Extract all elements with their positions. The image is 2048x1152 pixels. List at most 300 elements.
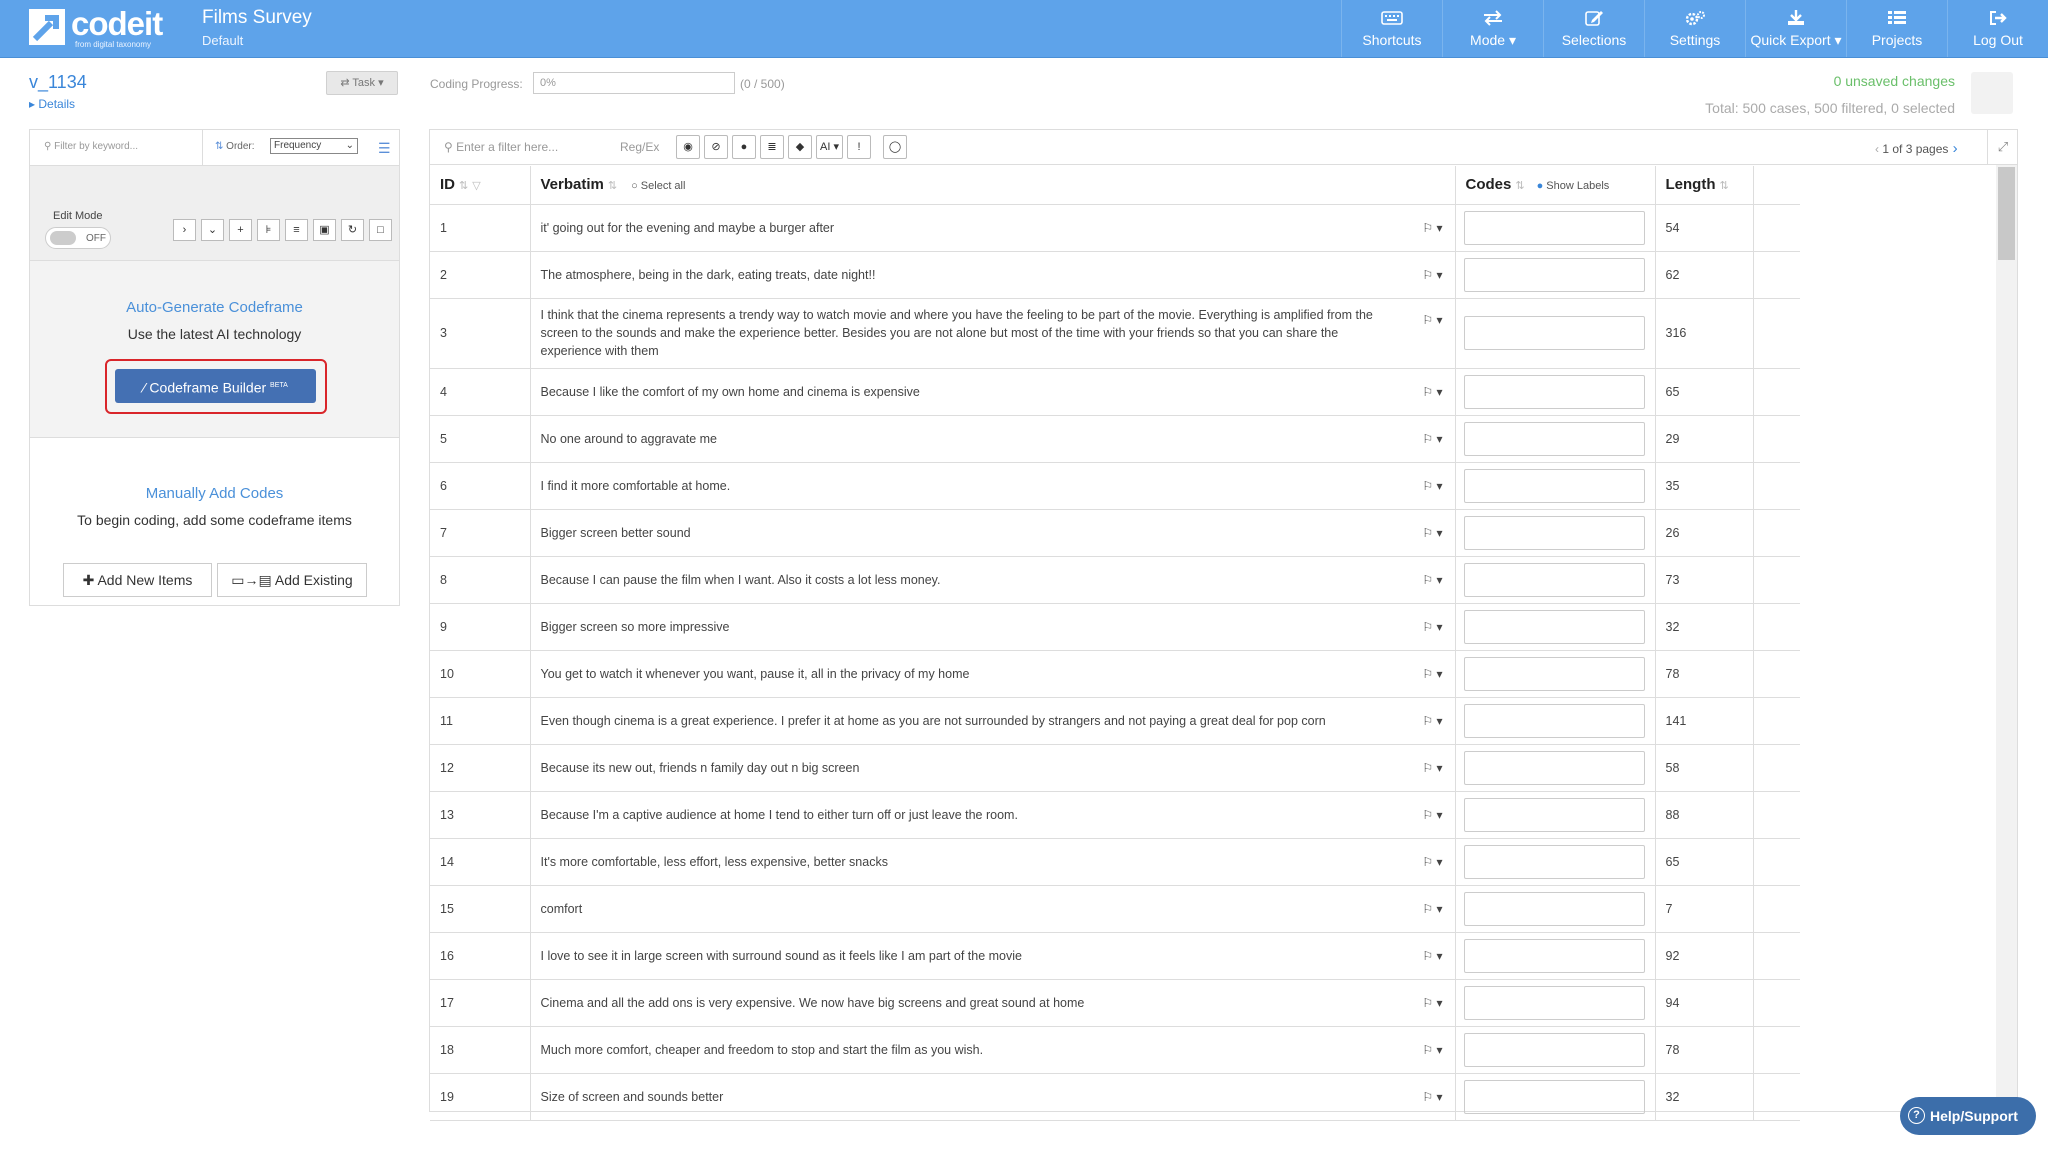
flag-icon[interactable]: ⚐ ▾ xyxy=(1422,666,1443,681)
project-subtitle: Default xyxy=(202,33,244,48)
chevron-down-icon: ⌄ xyxy=(345,140,354,151)
row-codes xyxy=(1455,932,1655,979)
row-verbatim[interactable] xyxy=(530,791,1455,838)
row-codes xyxy=(1455,1026,1655,1073)
caret-right-icon: ▸ xyxy=(29,97,39,111)
sort-icon: ⇅ xyxy=(1719,180,1729,193)
row-id: 2 xyxy=(430,251,530,298)
table-row[interactable] xyxy=(430,415,1800,462)
row-spacer xyxy=(1753,650,1800,697)
exclamation-icon[interactable]: ! xyxy=(847,135,871,159)
edit-mode-section xyxy=(30,166,399,261)
row-verbatim-text: Bigger screen better sound xyxy=(540,525,691,540)
coding-progress-count: (0 / 500) xyxy=(740,77,785,91)
codeframe-filter-input[interactable] xyxy=(30,130,203,165)
edit-mode-label: Edit Mode xyxy=(53,210,103,222)
row-spacer xyxy=(1753,298,1800,368)
responses-table xyxy=(430,166,1800,1121)
logo-wordmark: codeit xyxy=(71,5,163,42)
flag-icon[interactable]: ⚐ ▾ xyxy=(1422,220,1443,235)
row-verbatim[interactable] xyxy=(530,979,1455,1026)
row-id: 10 xyxy=(430,650,530,697)
list-view-icon[interactable]: ≡ xyxy=(285,219,308,241)
add-icon[interactable]: + xyxy=(229,219,252,241)
codes-input[interactable] xyxy=(1464,1080,1645,1114)
row-length: 65 xyxy=(1655,838,1753,885)
codes-input[interactable] xyxy=(1464,516,1645,550)
list-icon xyxy=(1886,10,1908,26)
row-id: 5 xyxy=(430,415,530,462)
row-length: 35 xyxy=(1655,462,1753,509)
save-button[interactable] xyxy=(1971,72,2013,114)
add-new-items-button[interactable] xyxy=(63,563,212,597)
nav-selections-label: Selections xyxy=(1561,32,1627,48)
row-codes xyxy=(1455,838,1655,885)
codes-input[interactable] xyxy=(1464,845,1645,879)
row-spacer xyxy=(1753,1026,1800,1073)
row-id: 19 xyxy=(430,1073,530,1120)
toggle-knob xyxy=(50,231,76,245)
coding-progress-bar: 0% xyxy=(533,72,735,94)
row-verbatim-text: it' going out for the evening and maybe a burger after xyxy=(540,220,835,235)
codes-input[interactable] xyxy=(1464,563,1645,597)
col-codes-label: Codes xyxy=(1465,176,1512,194)
row-codes xyxy=(1455,251,1655,298)
prev-page-icon[interactable]: ‹ xyxy=(1875,142,1883,156)
codes-input[interactable] xyxy=(1464,258,1645,292)
nav-projects-label: Projects xyxy=(1871,32,1923,48)
row-verbatim-text: Cinema and all the add ons is very expensive. We now have big screens and great sound at home xyxy=(540,995,1085,1010)
nav-mode[interactable] xyxy=(1442,0,1543,57)
question-icon: ? xyxy=(1908,1107,1925,1124)
codes-input[interactable] xyxy=(1464,316,1645,350)
codes-input[interactable] xyxy=(1464,986,1645,1020)
variable-name[interactable]: v_1134 xyxy=(29,72,87,92)
download-icon xyxy=(1785,10,1807,26)
table-row[interactable] xyxy=(430,368,1800,415)
row-id: 17 xyxy=(430,979,530,1026)
table-row[interactable] xyxy=(430,298,1800,368)
row-length: 78 xyxy=(1655,650,1753,697)
row-verbatim-text: Because I like the comfort of my own home and cinema is expensive xyxy=(540,384,920,399)
flag-icon[interactable]: ⚐ ▾ xyxy=(1422,312,1443,327)
project-title: Films Survey xyxy=(202,7,312,28)
list-filter-icon[interactable]: ≣ xyxy=(760,135,784,159)
nav-settings-label: Settings xyxy=(1669,32,1721,48)
table-row[interactable] xyxy=(430,885,1800,932)
table-row[interactable] xyxy=(430,838,1800,885)
eye-icon[interactable]: ◉ xyxy=(676,135,700,159)
row-spacer xyxy=(1753,979,1800,1026)
col-codes-header[interactable] xyxy=(1455,166,1655,204)
row-codes xyxy=(1455,462,1655,509)
table-row[interactable] xyxy=(430,1026,1800,1073)
row-verbatim[interactable] xyxy=(530,368,1455,415)
order-select[interactable] xyxy=(270,138,358,154)
total-summary: Total: 500 cases, 500 filtered, 0 selected xyxy=(1705,100,1955,116)
row-length: 88 xyxy=(1655,791,1753,838)
flag-icon[interactable]: ⚐ ▾ xyxy=(1422,619,1443,634)
row-verbatim-text: Size of screen and sounds better xyxy=(540,1089,724,1104)
project-info xyxy=(202,7,312,50)
row-length: 65 xyxy=(1655,368,1753,415)
flag-icon[interactable]: ⚐ ▾ xyxy=(1422,854,1443,869)
nav-shortcuts[interactable] xyxy=(1341,0,1442,57)
net-icon[interactable]: ⊧ xyxy=(257,219,280,241)
row-length: 92 xyxy=(1655,932,1753,979)
row-codes xyxy=(1455,885,1655,932)
row-length: 32 xyxy=(1655,603,1753,650)
codes-input[interactable] xyxy=(1464,610,1645,644)
table-row[interactable] xyxy=(430,251,1800,298)
auto-generate-text: Use the latest AI technology xyxy=(127,326,302,342)
order-label-text: Order: xyxy=(226,141,255,152)
row-verbatim-text: Because I can pause the film when I want. Also it costs a lot less money. xyxy=(540,572,941,587)
row-spacer xyxy=(1753,368,1800,415)
filter-funnel-icon[interactable]: ▽ xyxy=(472,180,481,193)
speech-bubble-icon[interactable]: ◯ xyxy=(883,135,907,159)
codes-input[interactable] xyxy=(1464,751,1645,785)
flag-icon[interactable]: ⚐ ▾ xyxy=(1422,478,1443,493)
table-body xyxy=(430,204,1800,1120)
col-id-label: ID xyxy=(440,176,455,194)
row-codes xyxy=(1455,979,1655,1026)
row-verbatim[interactable] xyxy=(530,650,1455,697)
auto-generate-title: Auto-Generate Codeframe xyxy=(126,299,303,316)
codeframe-builder-button[interactable] xyxy=(115,369,316,403)
flag-icon[interactable]: ⚐ ▾ xyxy=(1422,384,1443,399)
codeframe-builder-label: Codeframe Builder xyxy=(149,379,267,396)
row-verbatim-text: Bigger screen so more impressive xyxy=(540,619,730,634)
row-id: 15 xyxy=(430,885,530,932)
row-id: 11 xyxy=(430,697,530,744)
row-codes xyxy=(1455,204,1655,251)
responses-panel xyxy=(429,129,2018,1112)
row-spacer xyxy=(1753,885,1800,932)
row-verbatim[interactable] xyxy=(530,1073,1455,1120)
row-id: 7 xyxy=(430,509,530,556)
row-codes xyxy=(1455,650,1655,697)
row-spacer xyxy=(1753,603,1800,650)
flag-icon[interactable]: ⚐ ▾ xyxy=(1422,1089,1443,1104)
ai-dropdown[interactable]: AI ▾ xyxy=(816,135,843,159)
flag-icon[interactable]: ⚐ ▾ xyxy=(1422,713,1443,728)
table-row[interactable] xyxy=(430,697,1800,744)
table-row[interactable] xyxy=(430,650,1800,697)
col-length-header[interactable] xyxy=(1655,166,1753,204)
keyboard-icon xyxy=(1381,10,1403,26)
nav-settings[interactable] xyxy=(1644,0,1745,57)
unsaved-changes: 0 unsaved changes xyxy=(1833,73,1955,89)
row-length: 32 xyxy=(1655,1073,1753,1120)
row-id: 13 xyxy=(430,791,530,838)
add-existing-button[interactable] xyxy=(217,563,367,597)
show-labels-label: Show Labels xyxy=(1546,180,1610,193)
eye-slash-icon[interactable]: ⊘ xyxy=(704,135,728,159)
codes-input[interactable] xyxy=(1464,892,1645,926)
codes-input[interactable] xyxy=(1464,469,1645,503)
table-row[interactable] xyxy=(430,603,1800,650)
row-length: 58 xyxy=(1655,744,1753,791)
row-verbatim[interactable] xyxy=(530,838,1455,885)
sort-icon: ⇅ xyxy=(607,180,618,193)
table-header-row xyxy=(430,166,1800,204)
row-verbatim-text: It's more comfortable, less effort, less expensive, better snacks xyxy=(540,854,888,869)
row-length: 62 xyxy=(1655,251,1753,298)
logout-icon xyxy=(1987,10,2009,26)
row-verbatim[interactable] xyxy=(530,298,1455,368)
logo-subtitle: from digital taxonomy xyxy=(75,40,152,49)
nav-quick-export-label: Quick Export ▾ xyxy=(1750,32,1842,48)
task-button[interactable]: ⇄ Task ▾ xyxy=(326,71,398,95)
row-length: 7 xyxy=(1655,885,1753,932)
row-id: 12 xyxy=(430,744,530,791)
order-label xyxy=(215,141,255,152)
manual-add-title: Manually Add Codes xyxy=(145,485,284,502)
select-all-label: Select all xyxy=(640,180,686,193)
pagination xyxy=(1875,140,1958,157)
row-codes xyxy=(1455,744,1655,791)
row-verbatim[interactable] xyxy=(530,697,1455,744)
row-codes xyxy=(1455,368,1655,415)
row-verbatim-text: Because I'm a captive audience at home I tend to either turn off or just leave the room. xyxy=(540,807,1018,822)
row-verbatim-text: You get to watch it whenever you want, pause it, all in the privacy of my home xyxy=(540,666,970,681)
beta-badge: BETA xyxy=(270,382,288,389)
row-length: 54 xyxy=(1655,204,1753,251)
page-indicator: 1 of 3 pages xyxy=(1882,142,1949,156)
sort-icon: ⇅ xyxy=(1515,180,1525,193)
response-filter-input[interactable] xyxy=(444,140,558,154)
row-id: 14 xyxy=(430,838,530,885)
manual-add-section xyxy=(30,438,399,638)
row-spacer xyxy=(1753,204,1800,251)
nav-quick-export[interactable] xyxy=(1745,0,1846,57)
row-spacer xyxy=(1753,509,1800,556)
row-verbatim[interactable] xyxy=(530,932,1455,979)
col-length-label: Length xyxy=(1665,176,1716,194)
row-codes xyxy=(1455,1073,1655,1120)
codes-input[interactable] xyxy=(1464,422,1645,456)
row-spacer xyxy=(1753,556,1800,603)
top-navbar xyxy=(0,0,2048,58)
row-id: 9 xyxy=(430,603,530,650)
nav-logout[interactable] xyxy=(1947,0,2048,57)
table-row[interactable] xyxy=(430,462,1800,509)
table-row[interactable] xyxy=(430,204,1800,251)
row-codes xyxy=(1455,298,1655,368)
auto-generate-section xyxy=(30,261,399,438)
col-verbatim-label: Verbatim xyxy=(540,176,604,194)
row-verbatim[interactable] xyxy=(530,885,1455,932)
help-support-label: Help/Support xyxy=(1930,1108,2018,1124)
swap-arrows-icon xyxy=(1482,10,1504,26)
row-verbatim-text: No one around to aggravate me xyxy=(540,431,718,446)
row-id: 18 xyxy=(430,1026,530,1073)
check-circle-icon: ● xyxy=(1536,180,1544,193)
row-length: 141 xyxy=(1655,697,1753,744)
col-verbatim-header[interactable] xyxy=(530,166,1455,204)
magic-wand-icon: ⁄ xyxy=(143,379,150,396)
nav-shortcuts-label: Shortcuts xyxy=(1362,32,1422,48)
row-id: 8 xyxy=(430,556,530,603)
scrollbar-thumb[interactable] xyxy=(1998,167,2015,260)
flag-icon[interactable]: ⚐ ▾ xyxy=(1422,948,1443,963)
nav-selections[interactable] xyxy=(1543,0,1644,57)
codes-input[interactable] xyxy=(1464,1033,1645,1067)
row-verbatim[interactable] xyxy=(530,251,1455,298)
select-all-checkbox[interactable]: ○ Select all xyxy=(631,180,686,193)
table-row[interactable] xyxy=(430,1073,1800,1120)
row-id: 1 xyxy=(430,204,530,251)
row-spacer xyxy=(1753,791,1800,838)
table-row[interactable] xyxy=(430,932,1800,979)
row-length: 78 xyxy=(1655,1026,1753,1073)
row-verbatim-text: comfort xyxy=(540,901,583,916)
refresh-icon[interactable]: ↻ xyxy=(341,219,364,241)
flag-icon[interactable]: ⚐ ▾ xyxy=(1422,807,1443,822)
codeframe-filter-placeholder: Filter by keyword... xyxy=(54,141,139,152)
details-toggle[interactable] xyxy=(29,97,75,111)
row-spacer xyxy=(1753,251,1800,298)
add-new-items-label: Add New Items xyxy=(97,572,193,588)
flag-icon[interactable]: ⚐ ▾ xyxy=(1422,267,1443,282)
row-verbatim[interactable] xyxy=(530,509,1455,556)
sort-icon: ⇅ xyxy=(215,141,227,152)
table-row[interactable] xyxy=(430,509,1800,556)
col-id-header[interactable] xyxy=(430,166,530,204)
edit-square-icon[interactable]: ▣ xyxy=(313,219,336,241)
row-verbatim[interactable] xyxy=(530,415,1455,462)
row-codes xyxy=(1455,509,1655,556)
table-row[interactable] xyxy=(430,556,1800,603)
codes-input[interactable] xyxy=(1464,798,1645,832)
flag-icon[interactable]: ⚐ ▾ xyxy=(1422,760,1443,775)
row-verbatim-text: I find it more comfortable at home. xyxy=(540,478,731,493)
hamburger-menu-icon[interactable]: ☰ xyxy=(378,140,391,156)
row-verbatim[interactable] xyxy=(530,204,1455,251)
show-labels-checkbox[interactable] xyxy=(1537,180,1610,192)
expand-right-icon[interactable]: › xyxy=(173,219,196,241)
row-verbatim[interactable] xyxy=(530,744,1455,791)
nav-mode-label: Mode ▾ xyxy=(1470,32,1516,48)
codeframe-tools xyxy=(173,219,392,241)
search-icon: ⚲ xyxy=(44,141,55,152)
edit-icon xyxy=(1583,10,1605,26)
search-icon: ⚲ xyxy=(444,140,457,154)
plus-icon: ✚ xyxy=(82,572,98,588)
flag-icon[interactable]: ⚐ ▾ xyxy=(1422,431,1443,446)
vertical-scrollbar[interactable] xyxy=(1996,165,2017,1112)
coding-progress-label: Coding Progress: xyxy=(430,77,523,91)
row-spacer xyxy=(1753,462,1800,509)
help-support-button[interactable] xyxy=(1900,1097,2036,1135)
nav-buttons xyxy=(1341,0,2048,57)
table-row[interactable] xyxy=(430,791,1800,838)
codeframe-toolbar xyxy=(30,130,399,166)
row-length: 73 xyxy=(1655,556,1753,603)
flag-icon[interactable]: ⚐ ▾ xyxy=(1422,525,1443,540)
codeframe-panel xyxy=(29,129,400,606)
checkbox-icon[interactable]: □ xyxy=(369,219,392,241)
row-codes xyxy=(1455,415,1655,462)
row-spacer xyxy=(1753,697,1800,744)
row-length: 94 xyxy=(1655,979,1753,1026)
table-row[interactable] xyxy=(430,744,1800,791)
codes-input[interactable] xyxy=(1464,704,1645,738)
row-verbatim-text: Even though cinema is a great experience. I prefer it at home as you are not surrounded by strangers and not paying a great deal for pop corn xyxy=(540,713,1326,728)
row-length: 26 xyxy=(1655,509,1753,556)
response-filter-placeholder: Enter a filter here... xyxy=(456,140,559,154)
row-spacer xyxy=(1753,744,1800,791)
comment-icon[interactable]: ◆ xyxy=(788,135,812,159)
row-id: 3 xyxy=(430,298,530,368)
manual-add-text: To begin coding, add some codeframe items xyxy=(77,512,352,528)
col-spacer xyxy=(1753,166,1800,204)
row-spacer xyxy=(1753,415,1800,462)
flag-icon[interactable]: ⚐ ▾ xyxy=(1422,1042,1443,1057)
user-icon[interactable]: ● xyxy=(732,135,756,159)
row-length: 316 xyxy=(1655,298,1753,368)
row-codes xyxy=(1455,603,1655,650)
order-select-value: Frequency xyxy=(274,140,322,151)
row-verbatim-text: Much more comfort, cheaper and freedom to stop and start the film as you wish. xyxy=(540,1042,984,1057)
row-verbatim-text: I think that the cinema represents a trendy way to watch movie and where you have the feeling to be part of the movie. Everything is amplified from the screen to the sounds and make the experience better. Besides you are not alone but most of the time with your friends so that you can share the experience with them xyxy=(540,308,1373,358)
details-label: Details xyxy=(38,97,76,111)
row-verbatim[interactable] xyxy=(530,556,1455,603)
codes-input[interactable] xyxy=(1464,375,1645,409)
table-row[interactable] xyxy=(430,979,1800,1026)
row-verbatim[interactable] xyxy=(530,603,1455,650)
flag-icon[interactable]: ⚐ ▾ xyxy=(1422,572,1443,587)
codes-input[interactable] xyxy=(1464,211,1645,245)
codes-input[interactable] xyxy=(1464,657,1645,691)
nav-projects[interactable] xyxy=(1846,0,1947,57)
row-verbatim-text: I love to see it in large screen with surround sound as it feels like I am part of the movie xyxy=(540,948,1022,963)
expand-down-icon[interactable]: ⌄ xyxy=(201,219,224,241)
row-spacer xyxy=(1753,1073,1800,1120)
row-length: 29 xyxy=(1655,415,1753,462)
row-id: 16 xyxy=(430,932,530,979)
row-id: 6 xyxy=(430,462,530,509)
regex-toggle[interactable]: Reg/Ex xyxy=(620,140,660,154)
next-page-icon[interactable]: › xyxy=(1948,140,1958,157)
flag-icon[interactable]: ⚐ ▾ xyxy=(1422,901,1443,916)
nav-logout-label: Log Out xyxy=(1973,32,2023,48)
logo-mark-icon xyxy=(29,9,65,45)
row-verbatim[interactable] xyxy=(530,462,1455,509)
import-icon: ▭→▤ xyxy=(231,572,275,588)
row-verbatim-text: Because its new out, friends n family day out n big screen xyxy=(540,760,860,775)
add-existing-label: Add Existing xyxy=(274,572,353,588)
edit-mode-toggle[interactable] xyxy=(45,227,111,249)
gears-icon xyxy=(1684,10,1706,26)
row-verbatim[interactable] xyxy=(530,1026,1455,1073)
sort-icon: ⇅ xyxy=(459,180,469,193)
responses-toolbar xyxy=(430,130,2017,165)
flag-icon[interactable]: ⚐ ▾ xyxy=(1422,995,1443,1010)
row-codes xyxy=(1455,556,1655,603)
toggle-state: OFF xyxy=(86,233,106,244)
row-verbatim-text: The atmosphere, being in the dark, eating treats, date night!! xyxy=(540,267,876,282)
expand-icon[interactable]: ⤢ xyxy=(1987,130,2018,164)
logo[interactable] xyxy=(29,5,163,49)
row-codes xyxy=(1455,791,1655,838)
row-codes xyxy=(1455,697,1655,744)
filter-icons xyxy=(676,135,907,159)
row-spacer xyxy=(1753,838,1800,885)
row-id: 4 xyxy=(430,368,530,415)
codes-input[interactable] xyxy=(1464,939,1645,973)
